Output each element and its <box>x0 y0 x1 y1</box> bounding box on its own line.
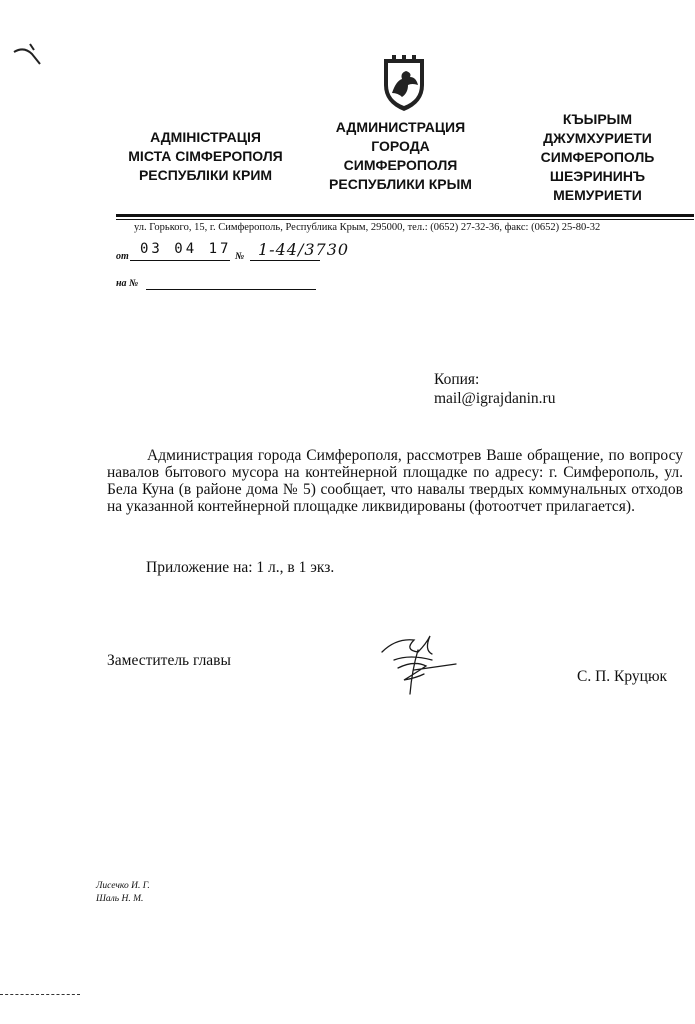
number-underline <box>250 260 320 261</box>
outgoing-number: 1-44/3730 <box>258 240 350 259</box>
coat-of-arms-emblem <box>378 55 430 113</box>
copy-email: mail@igrajdanin.ru <box>434 390 556 407</box>
signatory-name: С. П. Круцюк <box>577 668 668 685</box>
handwritten-signature <box>374 630 464 700</box>
header-divider-thick <box>116 214 694 217</box>
header-left-ukrainian: АДМІНІСТРАЦІЯ МІСТА СІМФЕРОПОЛЯ РЕСПУБЛІКИ КРИМ <box>128 129 283 183</box>
executor-2: Шаль Н. М. <box>96 894 144 904</box>
date-underline <box>130 260 230 261</box>
header-right-crimean-tatar: КЪЫРЫМ ДЖУМХУРИЕТИ СИМФЕРОПОЛЬ ШЕЭРИНИНЪ МЕМУРИЕТИ <box>540 111 655 203</box>
executor-1: Лисечко И. Г. <box>96 881 150 891</box>
reference-underline <box>146 289 316 290</box>
date-label: от <box>116 251 129 262</box>
signatory-position: Заместитель главы <box>107 652 231 669</box>
outgoing-date: 03 04 17 <box>140 241 232 257</box>
scan-mark-bottom <box>0 994 80 997</box>
letter-body-paragraph: Администрация города Симферополя, рассмотрев Ваше обращение, по вопросу навалов бытового мусора на контейнерной площадке по адресу: г. Симферополь, ул. Бела Куна (в районе дома № 5) сообщает, что навалы твердых коммунальных отходов на указанной контейнерной площадке ликвидированы (фотоотчет прилагается). <box>107 447 683 515</box>
attachment-note: Приложение на: 1 л., в 1 экз. <box>146 559 335 576</box>
organization-address: ул. Горького, 15, г. Симферополь, Республика Крым, 295000, тел.: (0652) 27-32-36, факс: (0652) 25-80-32 <box>134 222 601 233</box>
copy-label: Копия: <box>434 371 480 388</box>
header-divider-thin <box>116 219 694 220</box>
header-center-russian: АДМИНИСТРАЦИЯ ГОРОДА СИМФЕРОПОЛЯ РЕСПУБЛИКИ КРЫМ <box>329 119 472 192</box>
scan-mark-top-left <box>10 40 50 70</box>
number-label: № <box>235 251 245 262</box>
reference-label: на № <box>116 278 139 289</box>
